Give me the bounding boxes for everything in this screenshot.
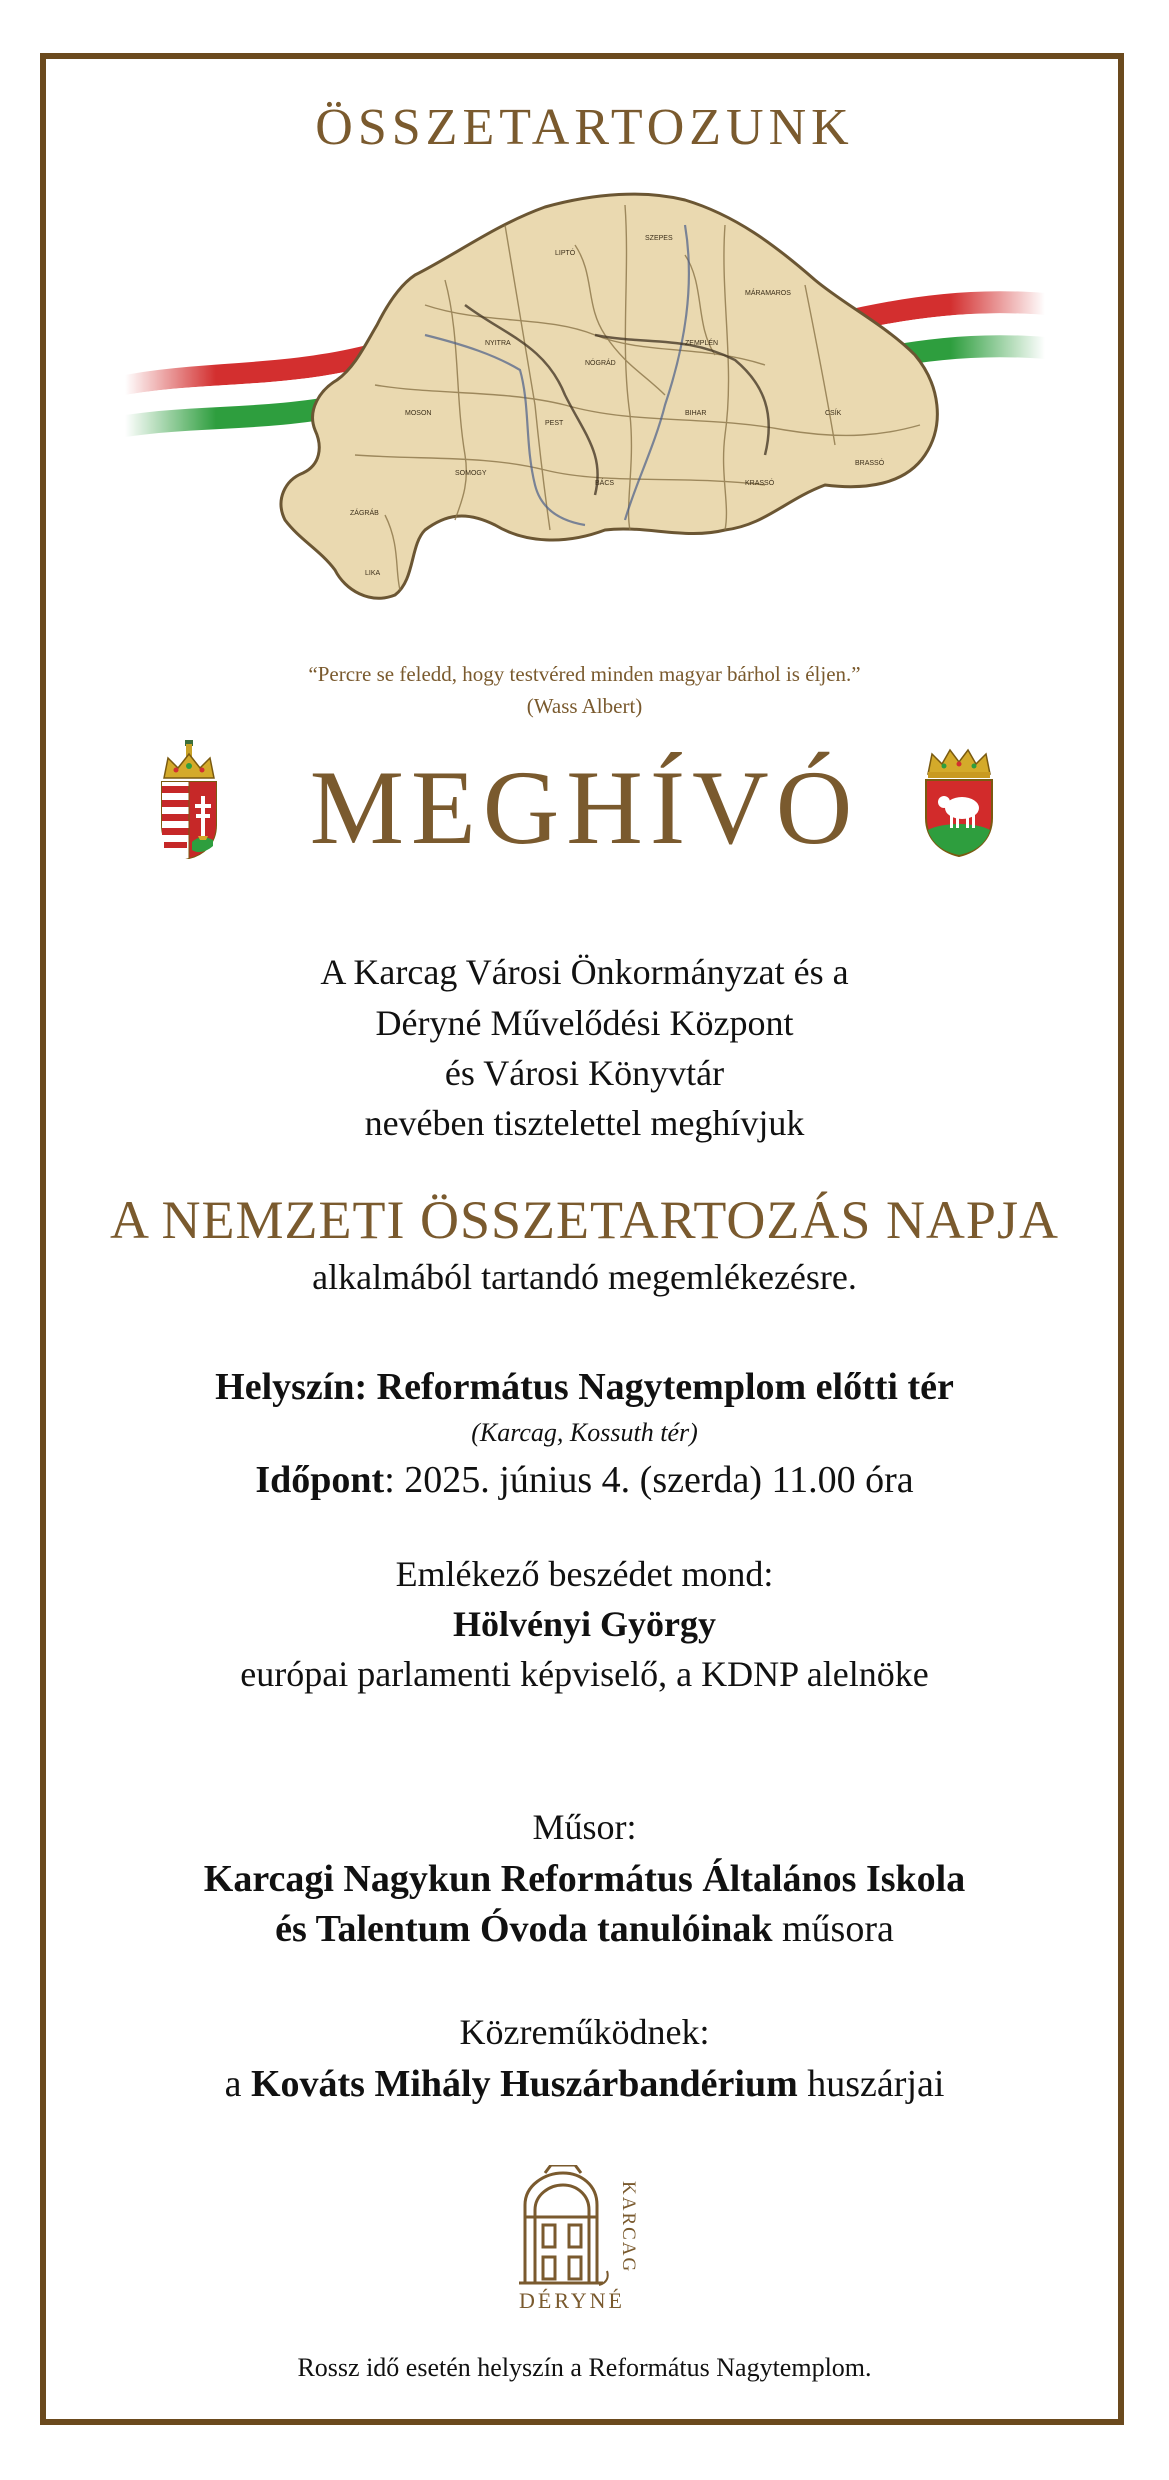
intro-line-2: Déryné Művelődési Központ <box>375 1003 794 1043</box>
event-time <box>0 1458 1169 1502</box>
event-subtitle: alkalmából tartandó megemlékezésre. <box>312 1257 857 1297</box>
svg-text:BRASSÓ: BRASSÓ <box>855 460 885 467</box>
svg-text:NYITRA: NYITRA <box>485 340 511 347</box>
time-value: : 2025. június 4. (szerda) 11.00 óra <box>384 1459 914 1501</box>
quote-text: “Percre se feledd, hogy testvéred minden magyar bárhol is éljen.” <box>308 662 861 686</box>
svg-text:PEST: PEST <box>545 420 564 427</box>
speaker-role: európai parlamenti képviselő, a KDNP alelnöke <box>240 1654 929 1694</box>
karcag-coat-of-arms-icon <box>920 748 998 858</box>
svg-text:BÁCS: BÁCS <box>595 480 615 487</box>
intro-line-3: és Városi Könyvtár <box>444 1053 725 1093</box>
contributors-suffix: huszárjai <box>797 2063 945 2105</box>
contributors-line <box>0 2062 1169 2106</box>
speech-label: Emlékező beszédet mond: <box>395 1554 774 1594</box>
program-line-2-tail: műsora <box>772 1908 894 1950</box>
svg-text:BIHAR: BIHAR <box>685 410 707 417</box>
svg-text:LIPTÓ: LIPTÓ <box>555 250 576 257</box>
logo-top-text: KARCAG <box>618 2181 639 2274</box>
intro-line-1: A Karcag Városi Önkormányzat és a <box>320 952 849 992</box>
svg-text:LIKA: LIKA <box>365 570 381 577</box>
location-text: Helyszín: Református Nagytemplom előtti tér <box>215 1366 954 1408</box>
location-detail: (Karcag, Kossuth tér) <box>471 1418 698 1447</box>
program-line-2-bold: és Talentum Óvoda tanulóinak <box>275 1908 773 1950</box>
svg-text:SOMOGY: SOMOGY <box>455 470 487 477</box>
hungary-map-image <box>125 185 1045 630</box>
contributors-label: Közreműködnek: <box>459 2012 710 2052</box>
svg-text:MÁRAMAROS: MÁRAMAROS <box>745 290 791 297</box>
program-line-2 <box>0 1907 1169 1951</box>
header-title: ÖSSZETARTOZUNK <box>315 99 854 156</box>
program-line-1: Karcagi Nagykun Református Általános Iskola <box>203 1858 966 1900</box>
logo-bottom-text: DÉRYNÉ <box>519 2288 625 2313</box>
time-label: Időpont <box>255 1459 385 1501</box>
deryne-karcag-logo <box>515 2165 655 2315</box>
svg-text:ZEMPLÉN: ZEMPLÉN <box>685 340 719 347</box>
svg-text:KRASSÓ: KRASSÓ <box>745 480 775 487</box>
footer-note: Rossz idő esetén helyszín a Református Nagytemplom. <box>297 2353 872 2382</box>
program-label: Műsor: <box>532 1807 637 1847</box>
quote-author: (Wass Albert) <box>526 694 643 718</box>
speaker-name: Hölvényi György <box>453 1604 716 1644</box>
svg-text:NÓGRÁD: NÓGRÁD <box>585 360 616 367</box>
svg-text:SZEPES: SZEPES <box>645 235 673 242</box>
contributors-name: Kováts Mihály Huszárbandérium <box>250 2063 798 2105</box>
svg-text:ZÁGRÁB: ZÁGRÁB <box>350 510 379 517</box>
contributors-prefix: a <box>224 2063 251 2105</box>
event-title: A NEMZETI ÖSSZETARTOZÁS NAPJA <box>110 1190 1059 1250</box>
svg-text:CSÍK: CSÍK <box>825 410 842 417</box>
intro-line-4: nevében tisztelettel meghívjuk <box>364 1103 805 1143</box>
invitation-title: MEGHÍVÓ <box>309 749 860 866</box>
svg-text:MOSON: MOSON <box>405 410 432 417</box>
